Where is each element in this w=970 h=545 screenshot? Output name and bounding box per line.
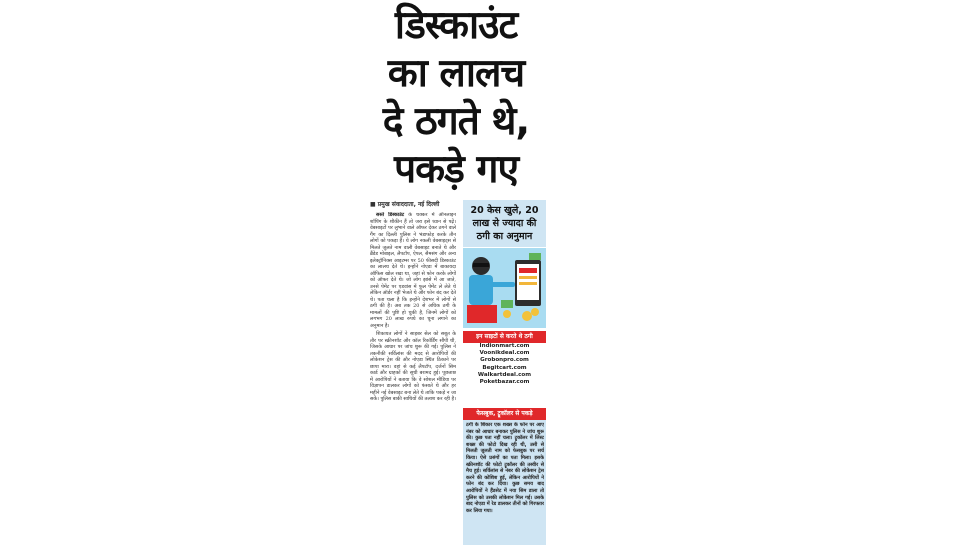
site-item: Voonikdeal.com: [479, 350, 530, 357]
site-item: Walkartdeal.com: [477, 371, 532, 378]
caught-banner: फेसबुक, ट्रूकॉलर से पकड़े: [463, 408, 546, 420]
paragraph-text: के चक्कर में ऑनलाइन शॉपिंग के शौकीन हैं तो जरा इसे ध्यान से पढ़ें। वेबसाइटों पर लुभाने वाले ऑफर देकर ठगने वाले गैंग का दिल्ली पुलिस ने भंडाफोड़ करके तीन लोगों को पकड़ा है। ये लोग नकली वेबसाइट्स से मिलते जुलते नाम वाली वेबसाइट बनाते थे और ब्रैंडेड मोबाइल, लैपटॉप, ऐपल, सैमसंग और अन्य इलेक्ट्रॉनिक्स आइटम्स पर 50 फीसदी डिस्काउंट का लालच देते थे। इन्होंने नोएडा में बाकायदा ऑफिस खोल रखा था, जहां से फोन करके लोगों को ऑफर देते थे। जो लोग झांसे में आ जाते, उनसे पेमेंट पर एडवांस में फुल पेमेंट ले लेते थे लेकिन ऑर्डर नहीं भेजते थे और फोन बंद कर देते थे। पता चला है कि इन्होंने देशभर में लोगों से ठगी की है। अब तक 20 से अधिक ठगी के मामलों की पुष्टि हो चुकी है, जिनमें लोगों को लगभग 20 लाख रुपये का चूना लगाने का अनुमान है।: [370, 212, 456, 329]
sites-banner: इन साइटों से करते थे ठगी: [463, 331, 546, 343]
sidebar-title-line: ठगी का अनुमान: [476, 231, 533, 242]
site-item: Grobonpro.com: [480, 357, 529, 364]
headline-line: का लालच: [387, 51, 525, 96]
sidebar-box: [463, 200, 546, 545]
sidebar-title-line: 20 केस खुले, 20: [470, 205, 539, 216]
newspaper-clipping: [362, 0, 550, 545]
sites-list: [463, 343, 546, 386]
headline: [362, 2, 550, 194]
headline-line: डिस्काउंट: [394, 3, 518, 48]
caught-text: ठगी के शिकार एक शख्स के फोन पर आए नंबर को आधार बनाकर पुलिस ने जांच शुरू की। कुछ पता नहीं चला। ट्रूकॉलर में लिस्ट शख्स की फोटो दिख रही थी, उसी से मिलती जुलती नाम को फेसबुक पर सर्च किया। ऐसे प्रसंगों का पता मिला। इसके स्क्रीनशॉट की फोटो ट्रूकॉलर की तस्वीर से मैच हुई। सर्विलांस से नंबर की लोकेशन ट्रेस करने की कोशिश हुई, लेकिन आरोपियों ने फोन बंद कर दिया। कुछ समय बाद आरोपियों ने हैंडसेट में नया सिम डाला तो पुलिस को उसकी लोकेशन मिल गई। उसके बाद नोएडा में रेड डालकर तीनों को गिरफ्तार कर लिया गया।: [466, 422, 544, 514]
site-item: Begitcart.com: [482, 364, 527, 371]
site-item: Indionmart.com: [479, 343, 530, 349]
headline-line: पकड़े गए: [393, 147, 519, 192]
article-body: [370, 212, 456, 545]
headline-line: दे ठगते थे,: [382, 99, 530, 144]
paragraph: [370, 212, 456, 329]
illustration: [463, 248, 546, 328]
sidebar-title: [463, 200, 546, 247]
sidebar-title-line: लाख से ज्यादा की: [472, 218, 537, 229]
site-item: Poketbazar.com: [479, 379, 530, 386]
lead-text: सस्ते डिस्काउंट: [376, 212, 405, 218]
thief-shopping-illustration: [463, 248, 546, 328]
byline: ■ प्रमुख संवाददाता, नई दिल्ली: [370, 201, 440, 208]
paragraph: शिकायत लोगों ने साइबर सेल को सबूत के तौर पर स्क्रीनशॉट और कॉल रिकॉर्डिंग सौंपी थी, जिसके आधार पर जांच शुरू की गई। पुलिस ने तकनीकी सर्विलांस की मदद से आरोपियों की लोकेशन ट्रेस की और नोएडा स्थित ठिकाने पर छापा मारा। वहां से कई लैपटॉप, दर्जनों सिम कार्ड और ग्राहकों की सूची बरामद हुई। पूछताछ में आरोपियों ने बताया कि वे सोशल मीडिया पर विज्ञापन डालकर लोगों को फंसाते थे और हर महीने नई वेबसाइट बना लेते थे ताकि पकड़े न जा सकें। पुलिस बाकी साथियों की तलाश कर रही है।: [370, 331, 456, 402]
